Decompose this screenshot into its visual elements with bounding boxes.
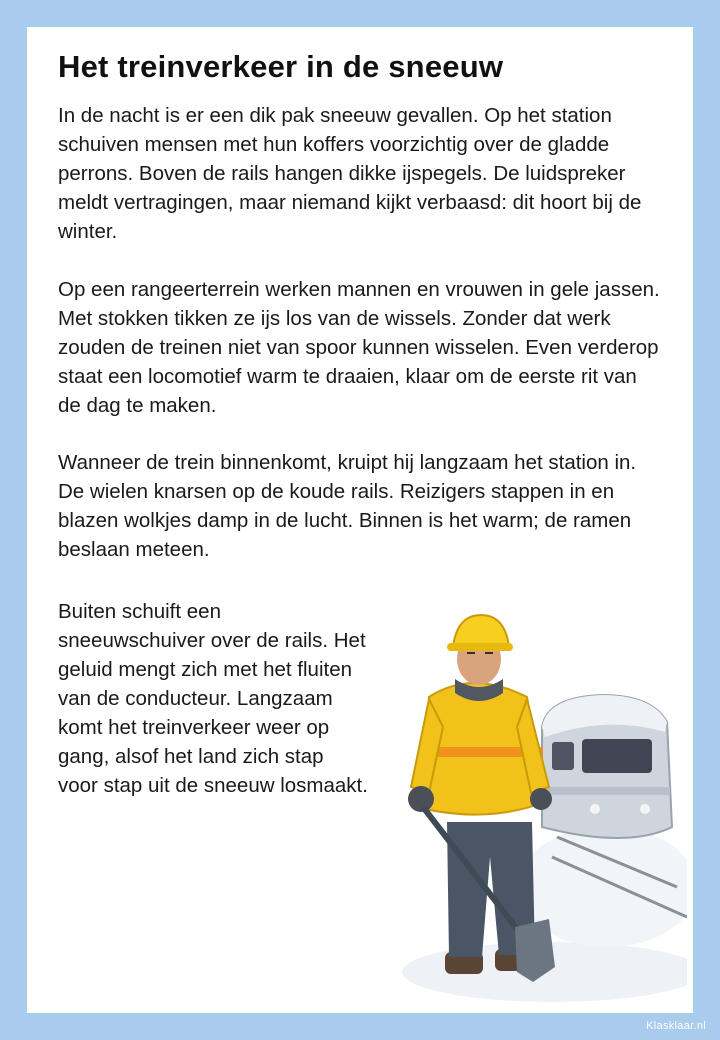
train-icon — [542, 695, 672, 838]
rail-worker-illustration — [377, 587, 687, 1007]
page-title: Het treinverkeer in de sneeuw — [58, 49, 504, 84]
paragraph-2: Op een rangeerterrein werken mannen en vrouwen in gele jassen. Met stokken tikken ze ijs los van de wissels. Zonder dat werk zouden de treinen niet van spoor kunnen wisselen. Even verderop staat een locomotief warm te draaien, klaar om de eerste rit van de dag te maken. — [58, 278, 660, 417]
paragraph-1: In de nacht is er een dik pak sneeuw gevallen. Op het station schuiven mensen met hun koffers voorzichtig over de gladde perrons. Boven de rails hangen dikke ijspegels. De luidspreker meldt vertragingen, maar niemand kijkt verbaasd: dit hoort bij de winter. — [58, 104, 642, 243]
worker-figure — [408, 615, 555, 982]
helmet-icon — [447, 615, 513, 651]
paragraph-4: Buiten schuift een sneeuwschuiver over de rails. Het geluid mengt zich met het fluiten van de conducteur. Langzaam komt het treinverkeer weer op gang, alsof het land zich stap voor stap uit de sneeuw losmaakt. — [58, 600, 368, 797]
paragraph-3: Wanneer de trein binnenkomt, kruipt hij langzaam het station in. De wielen knarsen op de koude rails. Reizigers stappen in en blazen wolkjes damp in de lucht. Binnen is het warm; de ramen beslaan meteen. — [58, 451, 637, 561]
source-watermark: Klasklaar.nl — [646, 1020, 706, 1032]
worksheet-card — [27, 27, 693, 1013]
